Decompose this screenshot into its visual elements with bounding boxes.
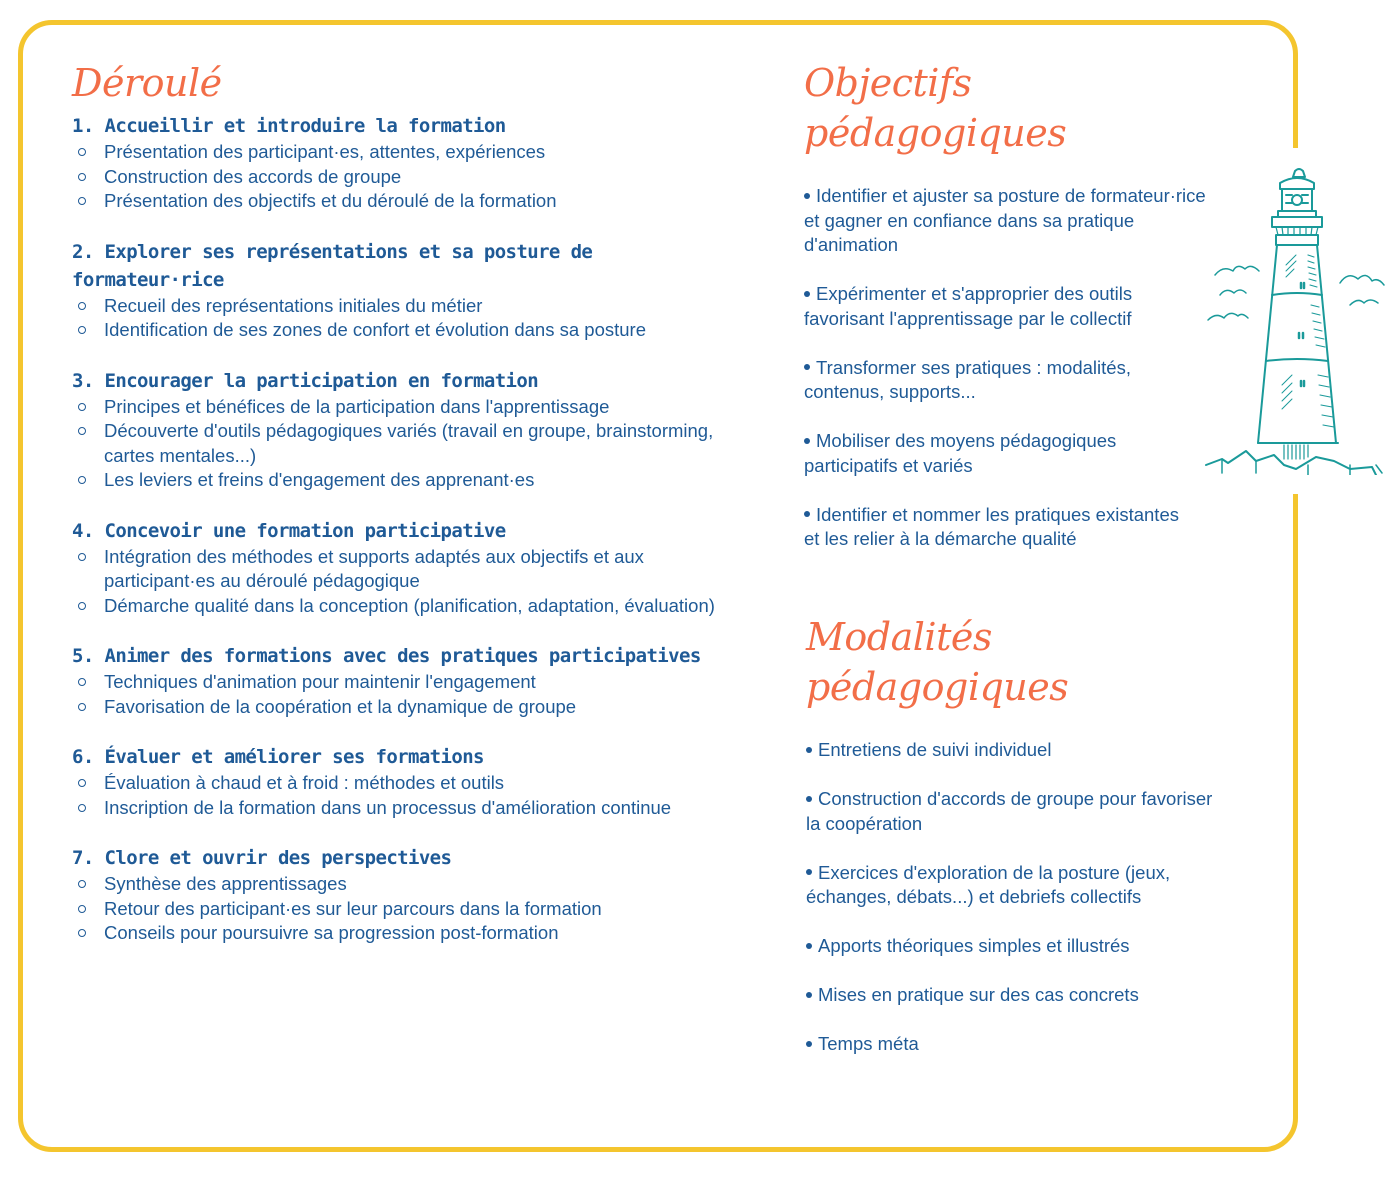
list-item-text: Principes et bénéfices de la participation dans l'apprentissage	[104, 395, 610, 417]
dot-bullet-icon	[806, 796, 812, 802]
list-item-text: Favorisation de la coopération et la dynamique de groupe	[104, 695, 577, 717]
deroule-column	[72, 58, 752, 970]
cloud-right-icon	[1340, 275, 1384, 305]
list-item-text: Conseils pour poursuivre sa progression post-formation	[104, 922, 559, 943]
list-item-text: Les leviers et freins d'engagement des apprenant·es	[104, 469, 535, 490]
list-item-text: Présentation des objectifs et du déroulé de la formation	[104, 190, 557, 211]
list-item	[72, 921, 752, 946]
modality-item	[806, 1032, 1226, 1057]
objective-text: Identifier et ajuster sa posture de formateur·rice et gagner en confiance dans sa pratique d'animation	[804, 185, 1206, 255]
modalites-column	[806, 612, 1226, 1081]
circle-bullet-icon	[78, 326, 86, 334]
circle-bullet-icon	[78, 476, 86, 484]
circle-bullet-icon	[78, 553, 86, 561]
dot-bullet-icon	[804, 193, 810, 199]
list-item-text: Évaluation à chaud et à froid : méthodes et outils	[104, 772, 505, 793]
list-item	[72, 318, 752, 343]
list-item-text: Identification de ses zones de confort et évolution dans sa posture	[104, 319, 646, 340]
list-item-text: Inscription de la formation dans un processus d'amélioration continue	[104, 796, 672, 818]
deroule-section	[72, 112, 752, 214]
circle-bullet-icon	[78, 427, 86, 435]
list-item-text: Construction des accords de groupe	[104, 165, 402, 187]
circle-bullet-icon	[78, 929, 86, 937]
circle-bullet-icon	[78, 302, 86, 310]
list-item-text: Présentation des participant·es, attentes, expériences	[104, 141, 546, 162]
dot-bullet-icon	[804, 291, 810, 297]
deroule-section	[72, 367, 752, 493]
deroule-section	[72, 642, 752, 719]
circle-bullet-icon	[78, 779, 86, 787]
list-item	[72, 395, 752, 420]
objective-text: Transformer ses pratiques : modalités, contenus, supports...	[804, 356, 1131, 402]
dot-bullet-icon	[806, 992, 812, 998]
list-item	[72, 165, 752, 190]
list-item	[72, 771, 752, 796]
deroule-section	[72, 238, 752, 343]
dot-bullet-icon	[804, 364, 810, 370]
deroule-section	[72, 517, 752, 619]
modality-item	[806, 861, 1196, 910]
circle-bullet-icon	[78, 678, 86, 686]
objective-item	[804, 184, 1224, 258]
list-item	[72, 796, 752, 821]
modalites-title: Modalités pédagogiques	[806, 615, 1069, 709]
objective-text: Expérimenter et s'approprier des outils favorisant l'apprentissage par le collectif	[804, 283, 1133, 329]
section-heading: 6. Évaluer et améliorer ses formations	[72, 746, 484, 768]
list-item	[72, 468, 752, 493]
dot-bullet-icon	[806, 747, 812, 753]
lighthouse-icon	[1200, 165, 1394, 475]
objective-text: Identifier et nommer les pratiques existantes et les relier à la démarche qualité	[804, 503, 1179, 549]
list-item-text: Intégration des méthodes et supports adaptés aux objectifs et aux participant·es au déroulé pédagogique	[104, 545, 644, 591]
section-heading: 3. Encourager la participation en formation	[72, 369, 539, 392]
dot-bullet-icon	[806, 1041, 812, 1047]
section-heading: 1. Accueillir et introduire la formation	[72, 115, 506, 137]
dot-bullet-icon	[804, 511, 810, 517]
deroule-title: Déroulé	[72, 61, 222, 105]
modality-text: Temps méta	[818, 1033, 919, 1054]
dot-bullet-icon	[806, 869, 812, 875]
section-heading: 7. Clore et ouvrir des perspectives	[72, 847, 452, 869]
deroule-section	[72, 743, 752, 820]
circle-bullet-icon	[78, 703, 86, 711]
modality-text: Mises en pratique sur des cas concrets	[818, 984, 1139, 1005]
objectifs-column	[804, 58, 1224, 576]
objectifs-title: Objectifs pédagogiques	[804, 61, 1067, 155]
circle-bullet-icon	[78, 905, 86, 913]
modality-item	[806, 934, 1226, 959]
modality-text: Apports théoriques simples et illustrés	[818, 935, 1130, 956]
objective-text: Mobiliser des moyens pédagogiques participatifs et variés	[804, 430, 1117, 476]
circle-bullet-icon	[78, 880, 86, 888]
section-heading: 5. Animer des formations avec des pratiques participatives	[72, 645, 701, 667]
list-item	[72, 695, 752, 720]
list-item-text: Synthèse des apprentissages	[104, 873, 347, 894]
objective-item	[804, 282, 1214, 331]
list-item	[72, 545, 752, 594]
list-item	[72, 294, 752, 319]
list-item	[72, 670, 752, 695]
list-item	[72, 189, 752, 214]
list-item-text: Techniques d'animation pour maintenir l'engagement	[104, 671, 536, 692]
list-item-text: Retour des participant·es sur leur parcours dans la formation	[104, 897, 602, 919]
circle-bullet-icon	[78, 173, 86, 181]
list-item-text: Recueil des représentations initiales du métier	[104, 294, 483, 316]
deroule-section	[72, 844, 752, 946]
modality-text: Construction d'accords de groupe pour favoriser la coopération	[806, 788, 1213, 834]
modality-item	[806, 983, 1226, 1008]
modality-item	[806, 787, 1216, 836]
objective-item	[804, 429, 1194, 478]
circle-bullet-icon	[78, 602, 86, 610]
section-heading: 2. Explorer ses représentations et sa posture de formateur·rice	[72, 240, 593, 291]
objective-item	[804, 503, 1184, 552]
list-item-text: Découverte d'outils pédagogiques variés (travail en groupe, brainstorming, cartes mentales...)	[104, 420, 739, 466]
list-item	[72, 594, 752, 619]
list-item	[72, 419, 752, 468]
list-item-text: Démarche qualité dans la conception (planification, adaptation, évaluation)	[104, 594, 715, 616]
list-item	[72, 140, 752, 165]
cloud-left-icon	[1208, 266, 1259, 320]
circle-bullet-icon	[78, 197, 86, 205]
section-heading: 4. Concevoir une formation participative	[72, 519, 506, 542]
modality-item	[806, 738, 1226, 763]
dot-bullet-icon	[806, 943, 812, 949]
list-item	[72, 897, 752, 922]
list-item	[72, 872, 752, 897]
modality-text: Entretiens de suivi individuel	[818, 739, 1052, 760]
modality-text: Exercices d'exploration de la posture (jeux, échanges, débats...) et debriefs collectifs	[806, 861, 1171, 907]
objective-item	[804, 356, 1214, 405]
circle-bullet-icon	[78, 403, 86, 411]
circle-bullet-icon	[78, 148, 86, 156]
circle-bullet-icon	[78, 804, 86, 812]
dot-bullet-icon	[804, 438, 810, 444]
